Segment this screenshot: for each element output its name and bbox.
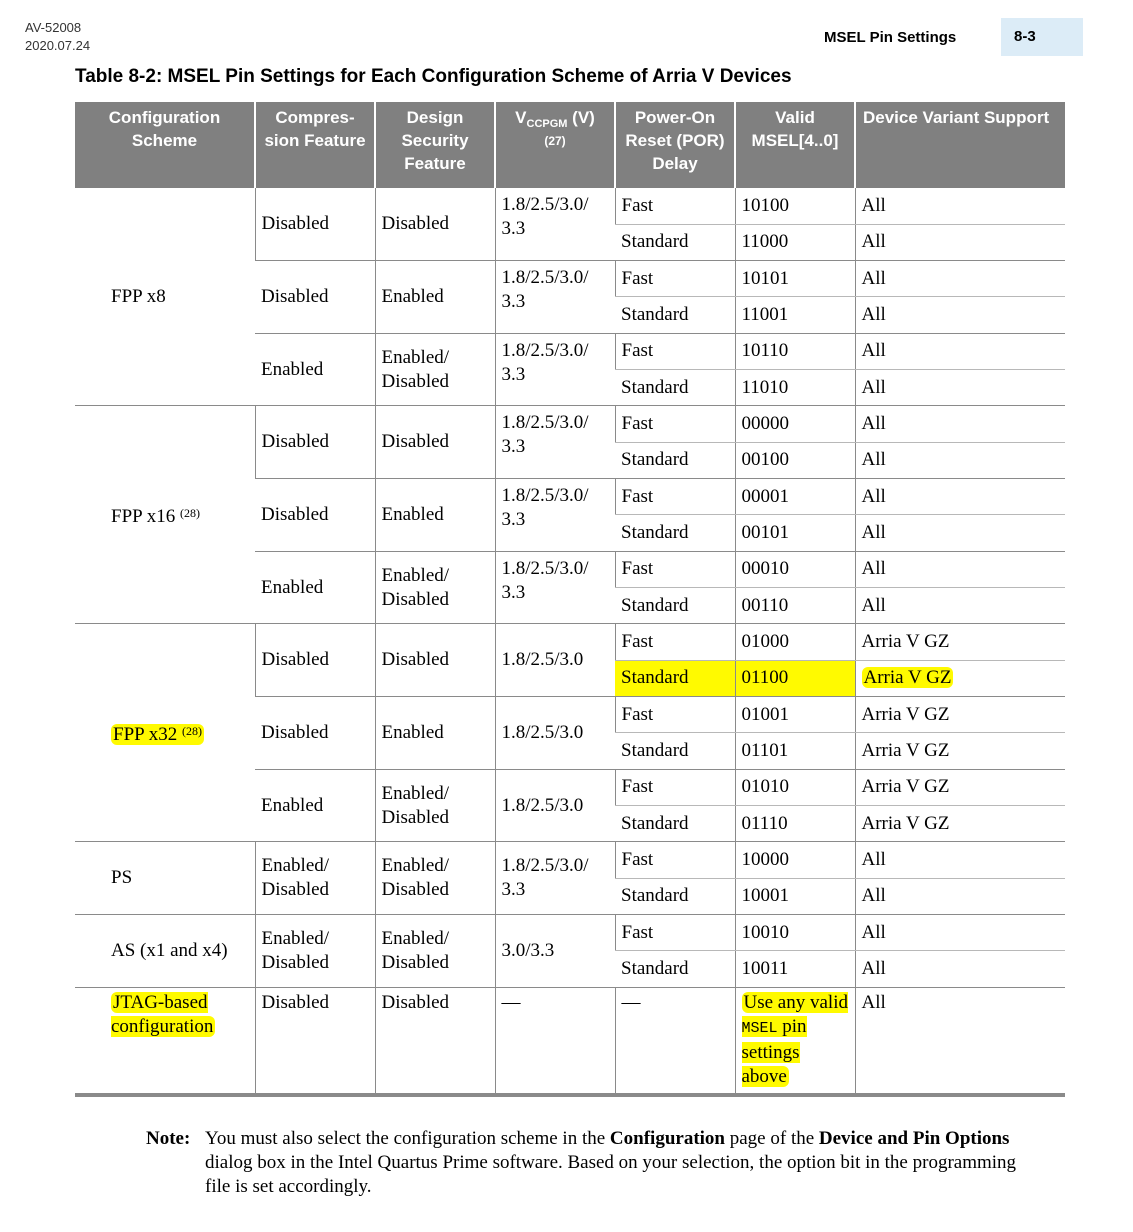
document-date: 2020.07.24	[25, 38, 91, 53]
vccpgm-cell: 1.8/2.5/3.0/ 3.3	[495, 333, 615, 406]
por-cell: Standard	[615, 733, 735, 769]
table-caption: Table 8-2: MSEL Pin Settings for Each Configuration Scheme of Arria V Devices	[75, 66, 792, 87]
compression-cell: Enabled	[255, 551, 375, 624]
compression-cell: Disabled	[255, 624, 375, 697]
variant-cell: Arria V GZ	[855, 806, 1065, 842]
msel-cell: 10010	[735, 915, 855, 951]
msel-pin-settings-table	[75, 102, 1065, 1097]
document-id	[25, 19, 90, 55]
vccpgm-symbol: V	[515, 108, 527, 127]
scheme-cell: PS	[75, 842, 255, 915]
col-header-variant: Device Variant Support	[855, 102, 1065, 188]
msel-cell: 01101	[735, 733, 855, 769]
variant-cell: All	[855, 951, 1065, 987]
variant-cell: All	[855, 915, 1065, 951]
scheme-cell: FPP x8	[75, 188, 255, 406]
por-cell: Standard	[615, 878, 735, 914]
scheme-cell	[75, 624, 255, 842]
variant-cell: All	[855, 406, 1065, 442]
compression-cell: Disabled	[255, 697, 375, 770]
variant-cell: All	[855, 297, 1065, 333]
table-row	[75, 406, 1065, 442]
variant-cell: All	[855, 224, 1065, 260]
security-cell: Enabled/ Disabled	[375, 842, 495, 915]
msel-cell: 10011	[735, 951, 855, 987]
msel-cell: 10100	[735, 188, 855, 224]
msel-cell: 10110	[735, 333, 855, 369]
por-cell: Fast	[615, 479, 735, 515]
vccpgm-cell: 1.8/2.5/3.0/ 3.3	[495, 842, 615, 915]
security-cell: Enabled	[375, 261, 495, 334]
variant-cell: All	[855, 842, 1065, 878]
variant-cell: All	[855, 479, 1065, 515]
msel-cell: 01000	[735, 624, 855, 660]
por-cell: Standard	[615, 297, 735, 333]
msel-cell: 00100	[735, 442, 855, 478]
compression-cell: Disabled	[255, 406, 375, 479]
msel-cell: 10101	[735, 261, 855, 297]
variant-cell: Arria V GZ	[855, 697, 1065, 733]
msel-cell: 00101	[735, 515, 855, 551]
scheme-cell	[75, 406, 255, 624]
note-bold-configuration: Configuration	[609, 1128, 725, 1149]
msel-cell: 11000	[735, 224, 855, 260]
variant-cell: All	[855, 515, 1065, 551]
vccpgm-unit: (V)	[567, 108, 595, 127]
security-cell: Enabled/ Disabled	[375, 769, 495, 842]
compression-cell: Enabled	[255, 769, 375, 842]
table-row	[75, 842, 1065, 878]
table-row	[75, 987, 1065, 1095]
footnote-ref: (28)	[180, 505, 200, 520]
msel-cell: 10001	[735, 878, 855, 914]
compression-cell: Disabled	[255, 188, 375, 261]
por-cell: Standard	[615, 806, 735, 842]
security-cell: Enabled/ Disabled	[375, 915, 495, 988]
por-cell: Fast	[615, 624, 735, 660]
variant-cell: All	[855, 551, 1065, 587]
vccpgm-cell: 1.8/2.5/3.0/ 3.3	[495, 479, 615, 552]
variant-cell: All	[855, 261, 1065, 297]
vccpgm-cell: 3.0/3.3	[495, 915, 615, 988]
note-bold-device-pin-options: Device and Pin Options	[818, 1128, 1010, 1149]
compression-cell: Disabled	[255, 479, 375, 552]
col-header-compression: Compres- sion Feature	[255, 102, 375, 188]
msel-note-part2: pin settings above	[741, 1015, 807, 1087]
msel-cell: 00000	[735, 406, 855, 442]
variant-cell: All	[855, 588, 1065, 624]
note-text-part2: page of the	[725, 1128, 819, 1149]
por-cell: Standard	[615, 951, 735, 987]
col-header-msel: Valid MSEL[4..0]	[735, 102, 855, 188]
section-title: MSEL Pin Settings	[824, 29, 957, 46]
note-text-part1: You must also select the configuration scheme in the	[205, 1128, 610, 1149]
compression-cell: Enabled	[255, 333, 375, 406]
page-number: 8-3	[1014, 28, 1036, 45]
por-cell: Standard	[615, 660, 735, 696]
por-cell: —	[615, 987, 735, 1095]
table-row	[75, 188, 1065, 224]
vccpgm-cell: 1.8/2.5/3.0/ 3.3	[495, 551, 615, 624]
vccpgm-cell: 1.8/2.5/3.0	[495, 769, 615, 842]
compression-cell: Disabled	[255, 987, 375, 1095]
por-cell: Fast	[615, 697, 735, 733]
por-cell: Fast	[615, 769, 735, 805]
security-cell: Disabled	[375, 406, 495, 479]
msel-cell: 00010	[735, 551, 855, 587]
msel-cell: 01001	[735, 697, 855, 733]
msel-note-part1: Use any valid	[743, 991, 848, 1013]
msel-cell: 01100	[735, 660, 855, 696]
note-label: Note:	[146, 1128, 191, 1149]
variant-cell: All	[855, 878, 1065, 914]
security-cell: Disabled	[375, 624, 495, 697]
col-header-security: Design Security Feature	[375, 102, 495, 188]
msel-code: MSEL	[741, 1019, 778, 1037]
por-cell: Fast	[615, 261, 735, 297]
msel-cell: 00110	[735, 588, 855, 624]
por-cell: Fast	[615, 333, 735, 369]
col-header-vccpgm	[495, 102, 615, 188]
variant-cell: Arria V GZ	[855, 624, 1065, 660]
variant-cell: All	[855, 987, 1065, 1095]
security-cell: Disabled	[375, 188, 495, 261]
variant-cell: All	[855, 188, 1065, 224]
scheme-cell	[75, 987, 255, 1095]
msel-cell: 01010	[735, 769, 855, 805]
msel-cell: 11010	[735, 370, 855, 406]
msel-cell: 00001	[735, 479, 855, 515]
por-cell: Fast	[615, 551, 735, 587]
vccpgm-cell: 1.8/2.5/3.0/ 3.3	[495, 261, 615, 334]
compression-cell: Disabled	[255, 261, 375, 334]
table-header-row	[75, 102, 1065, 188]
msel-highlight	[742, 992, 848, 1087]
note-text-part3: dialog box in the Intel Quartus Prime software. Based on your selection, the option bit in the programming file is set accordingly.	[205, 1152, 1017, 1197]
security-cell: Enabled	[375, 697, 495, 770]
scheme-label: FPP x16	[111, 505, 176, 527]
por-cell: Standard	[615, 588, 735, 624]
msel-cell: 10000	[735, 842, 855, 878]
vccpgm-cell: —	[495, 987, 615, 1095]
variant-cell	[855, 660, 1065, 696]
por-cell: Standard	[615, 370, 735, 406]
por-cell: Fast	[615, 842, 735, 878]
vccpgm-cell: 1.8/2.5/3.0/ 3.3	[495, 188, 615, 261]
security-cell: Enabled/ Disabled	[375, 551, 495, 624]
variant-cell: All	[855, 333, 1065, 369]
por-cell: Standard	[615, 224, 735, 260]
footnote-ref: (28)	[182, 723, 202, 738]
variant-cell: Arria V GZ	[855, 733, 1065, 769]
msel-cell: 01110	[735, 806, 855, 842]
por-cell: Standard	[615, 442, 735, 478]
table-note	[146, 1127, 1046, 1199]
compression-cell: Enabled/ Disabled	[255, 842, 375, 915]
scheme-cell: AS (x1 and x4)	[75, 915, 255, 988]
por-cell: Fast	[615, 188, 735, 224]
variant-cell: Arria V GZ	[855, 769, 1065, 805]
compression-cell: Enabled/ Disabled	[255, 915, 375, 988]
variant-cell: All	[855, 370, 1065, 406]
variant-cell: All	[855, 442, 1065, 478]
scheme-label: FPP x32	[113, 723, 178, 745]
msel-cell	[735, 987, 855, 1095]
msel-cell: 11001	[735, 297, 855, 333]
security-cell: Enabled	[375, 479, 495, 552]
por-cell: Fast	[615, 406, 735, 442]
variant-highlight: Arria V GZ	[863, 667, 952, 689]
col-header-por: Power-On Reset (POR) Delay	[615, 102, 735, 188]
vccpgm-cell: 1.8/2.5/3.0	[495, 624, 615, 697]
por-cell: Standard	[615, 515, 735, 551]
security-cell: Disabled	[375, 987, 495, 1095]
table-row	[75, 624, 1065, 660]
document-number: AV-52008	[25, 20, 82, 35]
col-header-scheme: Configuration Scheme	[75, 102, 255, 188]
scheme-highlight: JTAG-based configuration	[111, 991, 214, 1037]
security-cell: Enabled/ Disabled	[375, 333, 495, 406]
note-text	[205, 1127, 1046, 1199]
vccpgm-cell: 1.8/2.5/3.0	[495, 697, 615, 770]
scheme-highlight	[111, 724, 204, 745]
vccpgm-cell: 1.8/2.5/3.0/ 3.3	[495, 406, 615, 479]
por-cell: Fast	[615, 915, 735, 951]
table-row	[75, 915, 1065, 951]
vccpgm-subscript: CCPGM	[526, 118, 568, 130]
vccpgm-footnote: (27)	[544, 134, 566, 148]
